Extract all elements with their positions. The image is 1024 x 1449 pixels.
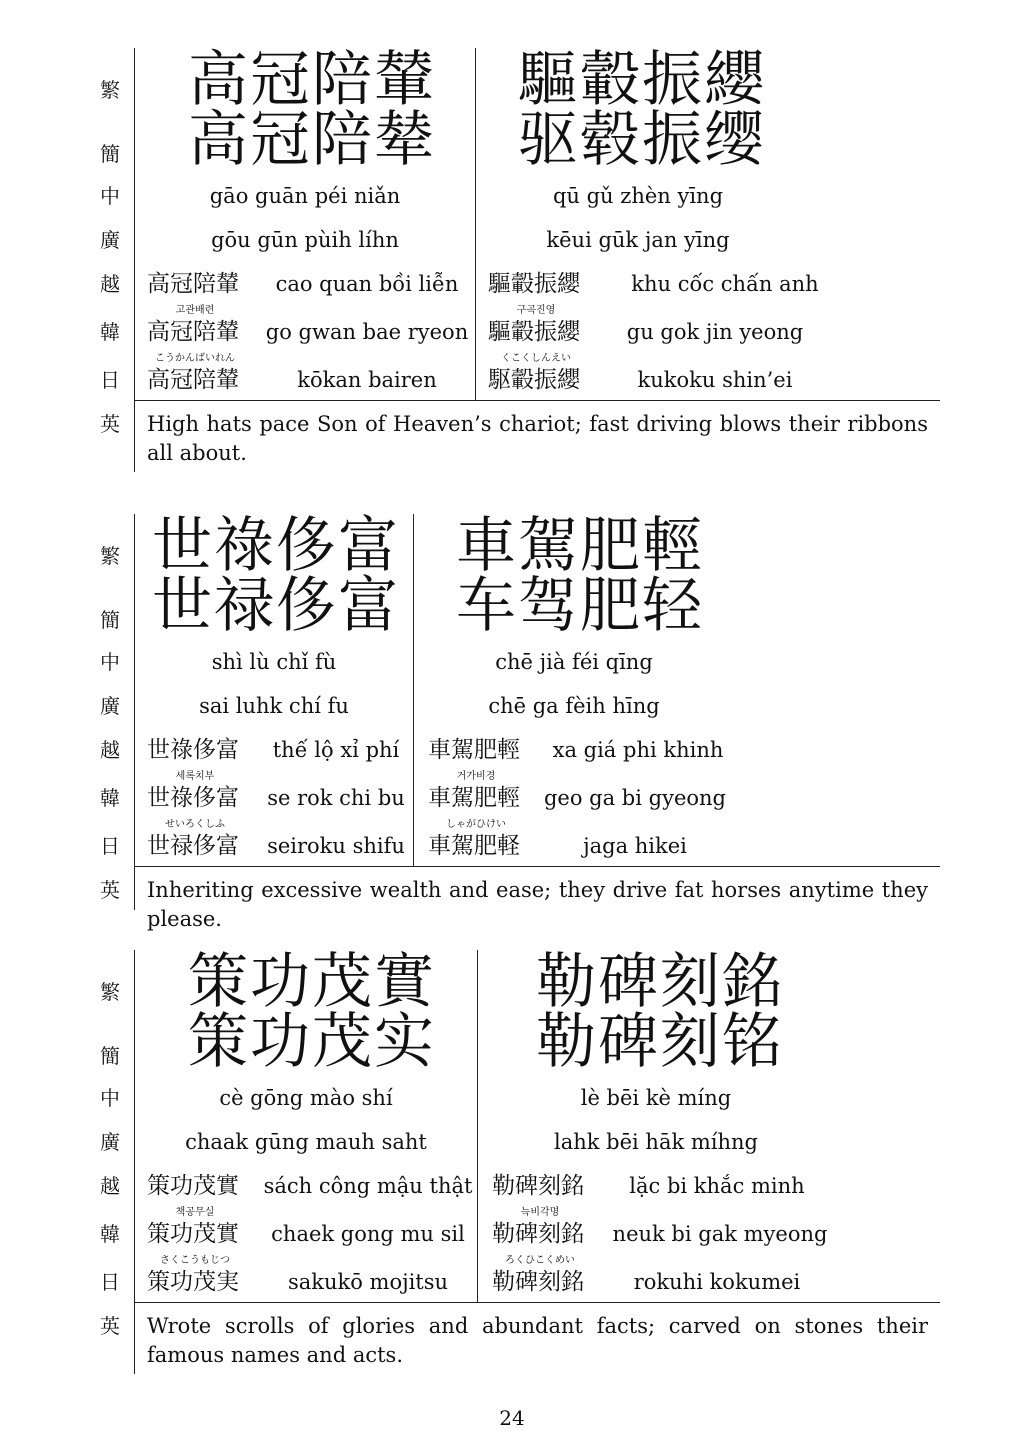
label-japanese: 日 (100, 368, 120, 392)
kor-left: go gwan bae ryeon (265, 320, 469, 344)
trad-left: 世祿侈富 (152, 511, 400, 581)
label-mandarin: 中 (100, 184, 120, 208)
viet-left: cao quan bồi liễn (275, 272, 459, 296)
label-korean: 韓 (100, 1222, 120, 1246)
left-rule (134, 514, 135, 910)
jp-right: jaga hikei (583, 834, 687, 858)
label-cantonese: 廣 (100, 1130, 120, 1154)
cantonese-right: lahk bēi hāk míhng (554, 1130, 758, 1154)
kor-hanzi-right: 勒碑刻銘 (492, 1221, 584, 1247)
cantonese-right: kēui gūk jan yīng (546, 228, 730, 252)
simp-left: 高冠陪辇 (188, 105, 436, 175)
label-mandarin: 中 (100, 650, 120, 674)
simp-right: 勒碑刻铭 (536, 1007, 784, 1077)
column-divider (475, 48, 476, 400)
viet-right: lặc bi khắc minh (629, 1174, 805, 1198)
viet-right: xa giá phi khinh (552, 738, 724, 762)
label-simp: 簡 (100, 608, 120, 632)
kor-ruby-left: 고관배련 (175, 305, 215, 316)
cantonese-left: gōu gūn pùih líhn (211, 228, 399, 252)
mandarin-left: shì lù chǐ fù (211, 650, 337, 674)
kor-left: se rok chi bu (267, 786, 405, 810)
label-trad: 繁 (100, 980, 120, 1004)
trad-right: 勒碑刻銘 (536, 947, 784, 1017)
simp-left: 策功茂实 (188, 1007, 436, 1077)
label-japanese: 日 (100, 1270, 120, 1294)
kor-hanzi-left: 高冠陪輦 (147, 319, 239, 345)
viet-hanzi-right: 勒碑刻銘 (492, 1173, 584, 1199)
mandarin-right: lè bēi kè míng (580, 1086, 732, 1110)
simp-left: 世禄侈富 (152, 571, 400, 641)
english-separator (134, 866, 940, 867)
jp-hanzi-right: 駆轂振纓 (488, 367, 580, 393)
jp-ruby-left: こうかんばいれん (155, 353, 235, 364)
jp-left: kōkan bairen (297, 368, 437, 392)
simp-right: 驱毂振缨 (518, 105, 766, 175)
jp-hanzi-left: 世禄侈富 (147, 833, 239, 859)
kor-right: geo ga bi gyeong (543, 786, 726, 810)
label-english: 英 (100, 1314, 120, 1338)
cantonese-left: chaak gūng mauh saht (185, 1130, 427, 1154)
jp-left: sakukō mojitsu (287, 1270, 449, 1294)
kor-left: chaek gong mu sil (271, 1222, 465, 1246)
kor-right: gu gok jin yeong (626, 320, 804, 344)
column-divider (413, 514, 414, 866)
jp-ruby-left: せいろくしふ (165, 819, 225, 830)
cantonese-left: sai luhk chí fu (199, 694, 349, 718)
label-vietnamese: 越 (100, 738, 120, 762)
jp-ruby-right: ろくひこくめい (505, 1255, 575, 1266)
jp-ruby-right: しゃがひけい (446, 819, 506, 830)
english-separator (134, 1302, 940, 1303)
kor-hanzi-left: 世祿侈富 (147, 785, 239, 811)
label-vietnamese: 越 (100, 272, 120, 296)
jp-hanzi-right: 勒碑刻銘 (492, 1269, 584, 1295)
kor-hanzi-right: 車駕肥輕 (428, 785, 520, 811)
label-mandarin: 中 (100, 1086, 120, 1110)
cantonese-right: chē ga fèih hīng (488, 694, 660, 718)
trad-right: 驅轂振纓 (518, 45, 766, 115)
english-translation: High hats pace Son of Heaven’s chariot; fast driving blows their ribbons all about. (147, 412, 928, 465)
label-korean: 韓 (100, 786, 120, 810)
label-english: 英 (100, 878, 120, 902)
left-rule (134, 950, 135, 1374)
kor-ruby-left: 책공무실 (175, 1207, 215, 1218)
label-simp: 簡 (100, 1044, 120, 1068)
label-cantonese: 廣 (100, 694, 120, 718)
jp-hanzi-left: 高冠陪輦 (147, 367, 239, 393)
kor-hanzi-left: 策功茂實 (147, 1221, 239, 1247)
label-english: 英 (100, 412, 120, 436)
mandarin-left: cè gōng mào shí (219, 1086, 393, 1110)
viet-hanzi-left: 策功茂實 (147, 1173, 239, 1199)
viet-hanzi-right: 車駕肥輕 (428, 737, 520, 763)
label-japanese: 日 (100, 834, 120, 858)
english-translation: Inheriting excessive wealth and ease; they drive fat horses anytime they please. (147, 878, 928, 931)
viet-hanzi-right: 驅轂振纓 (488, 271, 580, 297)
label-trad: 繁 (100, 78, 120, 102)
english-separator (134, 400, 940, 401)
jp-left: seiroku shifu (267, 834, 405, 858)
label-cantonese: 廣 (100, 228, 120, 252)
jp-ruby-left: さくこうもじつ (160, 1255, 230, 1266)
label-korean: 韓 (100, 320, 120, 344)
viet-hanzi-left: 世祿侈富 (147, 737, 239, 763)
jp-hanzi-right: 車駕肥軽 (428, 833, 520, 859)
english-translation: Wrote scrolls of glories and abundant facts; carved on stones their famous names and acts. (147, 1314, 928, 1367)
viet-left: sách công mậu thật (263, 1174, 473, 1198)
jp-ruby-right: くこくしんえい (501, 353, 571, 364)
label-trad: 繁 (100, 544, 120, 568)
trad-left: 高冠陪輦 (188, 45, 436, 115)
simp-right: 车驾肥轻 (456, 571, 704, 641)
label-vietnamese: 越 (100, 1174, 120, 1198)
viet-right: khu cốc chấn anh (631, 272, 819, 296)
jp-right: kukoku shin’ei (637, 368, 793, 392)
trad-left: 策功茂實 (188, 947, 436, 1017)
left-rule (134, 48, 135, 472)
trad-right: 車駕肥輕 (456, 511, 704, 581)
mandarin-left: gāo guān péi niǎn (209, 184, 401, 208)
label-simp: 簡 (100, 142, 120, 166)
column-divider (477, 950, 478, 1302)
viet-hanzi-left: 高冠陪輦 (147, 271, 239, 297)
viet-left: thế lộ xỉ phí (272, 738, 400, 762)
kor-ruby-right: 거가비경 (456, 771, 496, 782)
kor-ruby-right: 구곡진영 (516, 305, 556, 316)
kor-ruby-left: 세록치부 (175, 771, 215, 782)
kor-hanzi-right: 驅轂振纓 (488, 319, 580, 345)
kor-ruby-right: 늑비각명 (520, 1207, 560, 1218)
mandarin-right: qū gǔ zhèn yīng (552, 184, 724, 208)
jp-hanzi-left: 策功茂実 (147, 1269, 239, 1295)
page-number: 24 (499, 1406, 525, 1430)
kor-right: neuk bi gak myeong (612, 1222, 828, 1246)
jp-right: rokuhi kokumei (633, 1270, 801, 1294)
mandarin-right: chē jià féi qīng (495, 650, 653, 674)
